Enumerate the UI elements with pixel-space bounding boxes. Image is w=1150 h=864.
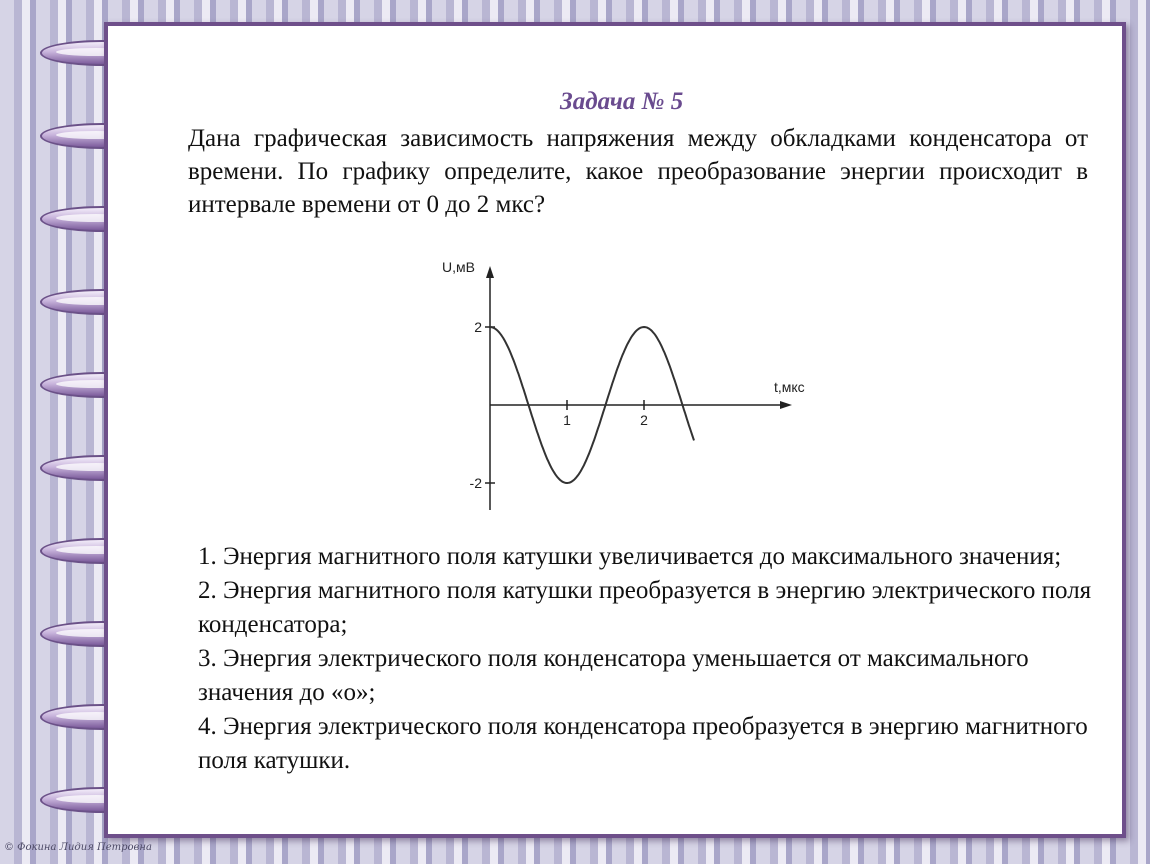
y-axis-label: U,мВ [442, 259, 475, 275]
x-tick-label: 1 [563, 412, 571, 428]
x-axis-arrow [780, 401, 792, 409]
question-text: Дана графическая зависимость напряжения между обкладками конденсатора от времени. По графику определите, какое преобразование энергии происходит в интервале времени от 0 до 2 мкс? [188, 125, 1088, 218]
answers-list [198, 540, 1098, 778]
answer-option-2[interactable]: 2. Энергия магнитного поля катушки преобразуется в энергию электрического поля конденсатора; [198, 577, 1092, 638]
answer-option-3[interactable]: 3. Энергия электрического поля конденсатора уменьшается от максимального значения до «о»; [198, 645, 1029, 706]
copyright-signature: © Фокина Лидия Петровна [4, 842, 152, 853]
x-tick-label: 2 [640, 412, 648, 428]
answer-option-1[interactable]: 1. Энергия магнитного поля катушки увеличивается до максимального значения; [198, 543, 1062, 570]
x-axis-label: t,мкс [774, 379, 805, 395]
y-tick-label: 2 [474, 319, 482, 335]
y-axis-arrow [486, 266, 494, 278]
voltage-chart [430, 250, 830, 520]
y-tick-label: -2 [469, 475, 482, 491]
answer-option-4[interactable]: 4. Энергия электрического поля конденсатора преобразуется в энергию магнитного поля катушки. [198, 713, 1088, 774]
slide-title: Задача № 5 [560, 88, 684, 115]
